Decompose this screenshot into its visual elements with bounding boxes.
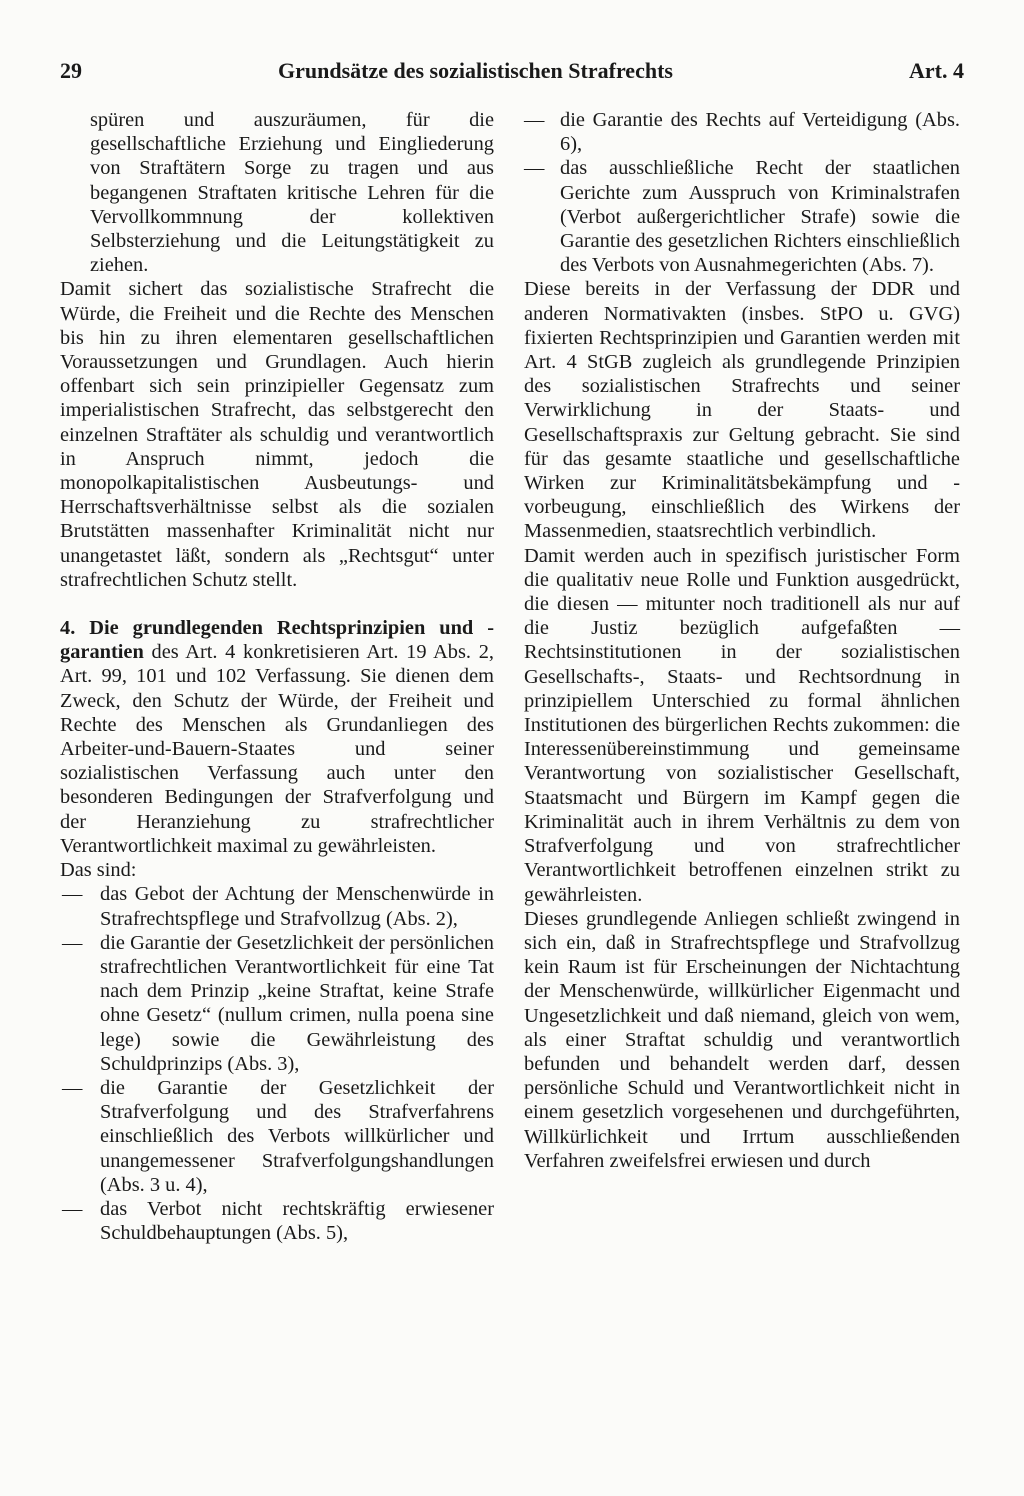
continued-paragraph: spüren und auszuräumen, für die gesellschaftliche Erziehung und Eingliederung von Straftätern Sorge zu tragen und aus begangenen Straftaten kritische Lehren für die Vervollkommnung der kollektiven Selbsterziehung und die Leitungstätigkeit zu ziehen. xyxy=(90,109,494,277)
paragraph: Damit sichert das sozialistische Strafrecht die Würde, die Freiheit und die Rechte des Menschen bis hin zu ihren elementaren gesellschaftlichen Voraussetzungen und Grundlagen. Auch hierin offenbart sich sein prinzipieller Gegensatz zum imperialistischen Strafrecht, das selbstgerecht den einzelnen Straftäter als schuldig und verantwortlich in Anspruch nimmt, jedoch die monopolkapitalistischen Ausbeutungs- und Herrschaftsverhältnisse selbst als die sozialen Brutstätten massenhafter Kriminalität nicht nur unangetastet läßt, sondern als „Rechtsgut“ unter strafrechtlichen Schutz stellt. xyxy=(60,278,494,591)
list-dash: — xyxy=(62,1076,83,1099)
section-heading: 4. Die grundlegenden Rechtsprinzipien und -garantien xyxy=(60,617,494,664)
list-intro: Das sind: xyxy=(60,859,137,882)
left-column xyxy=(60,108,494,1245)
list-dash: — xyxy=(524,157,545,180)
list-dash: — xyxy=(524,109,545,131)
list-item xyxy=(60,931,494,1076)
section-paragraph xyxy=(60,616,494,858)
list-item-text: die Garantie der Gesetzlichkeit der persönlichen strafrechtlichen Verantwortlichkeit für eine Tat nach dem Prinzip „keine Straftat, keine Strafe ohne Gesetz“ (nullum crimen, nulla poena sine lege) sowie die Gewährleistung des Schuldprinzips (Abs. 3), xyxy=(100,931,494,1075)
list-item xyxy=(60,1197,494,1245)
list-dash: — xyxy=(62,1197,83,1220)
list-item-text: das Gebot der Achtung der Menschenwürde in Strafrechtspflege und Strafvollzug (Abs. 2), xyxy=(100,883,494,930)
running-title: Grundsätze des sozialistischen Strafrechts xyxy=(278,58,673,83)
list-item-text: das Verbot nicht rechtskräftig erwiesener Schuldbehauptungen (Abs. 5), xyxy=(100,1197,494,1245)
page-header xyxy=(60,58,964,92)
article-label: Art. 4 xyxy=(909,58,964,83)
list-item-text: die Garantie der Gesetzlichkeit der Strafverfolgung und des Strafverfahrens einschließlich des Verbots willkürlicher und unangemessener Strafverfolgungshandlungen (Abs. 3 u. 4), xyxy=(100,1076,494,1196)
paragraph-gap xyxy=(60,592,494,616)
list-item xyxy=(60,1076,494,1197)
list-dash: — xyxy=(62,883,83,906)
right-column xyxy=(524,108,960,1173)
list-item-text: die Garantie des Rechts auf Verteidigung (Abs. 6), xyxy=(560,109,960,156)
list-item xyxy=(524,108,960,156)
section-text: des Art. 4 konkretisieren Art. 19 Abs. 2, Art. 99, 101 und 102 Verfassung. Sie dienen dem Zweck, den Schutz der Würde, der Freiheit und Rechte des Menschen als Grundanliegen des Arbeiter-und-Bauern-Staates und seiner sozialistischen Verfassung auch unter den besonderen Bedingungen der Strafverfolgung und der Heranziehung zu strafrechtlicher Verantwortlichkeit maximal zu gewährleisten. xyxy=(60,641,494,857)
page-number: 29 xyxy=(60,58,82,83)
list-item xyxy=(524,156,960,277)
paragraph: Dieses grundlegende Anliegen schließt zwingend in sich ein, daß in Strafrechtspflege und Strafvollzug kein Raum ist für Erscheinungen der Nichtachtung der Menschenwürde, willkürlicher Eigenmacht und Ungesetzlichkeit und daß niemand, gleich von wem, als einer Straftat schuldig und verantwortlich befunden und behandelt werden darf, dessen persönliche Schuld und Verantwortlichkeit nicht in einem gesetzlich vorgesehenen und durchgeführten, Willkürlichkeit und Irrtum ausschließenden Verfahren zweifelsfrei erwiesen und durch xyxy=(524,907,960,1172)
paragraph: Damit werden auch in spezifisch juristischer Form die qualitativ neue Rolle und Funktion ausgedrückt, die diesen — mitunter noch traditionell als nur auf die Justiz bezüglich aufgefaßten — Rechtsinstitutionen in der sozialistischen Gesellschafts-, Staats- und Rechtsordnung in prinzipiellem Unterschied zu formal ähnlichen Institutionen des bürgerlichen Rechts zukommen: die Interessenübereinstimmung und gemeinsame Verantwortung von sozialistischer Gesellschaft, Staatsmacht und Bürgern im Kampf gegen die Kriminalität auch in ihrem Verhältnis zu dem von Strafverfolgung und von strafrechtlicher Verantwortlichkeit betroffenen einzelnen strikt zu gewährleisten. xyxy=(524,544,960,906)
paragraph: Diese bereits in der Verfassung der DDR und anderen Normativakten (insbes. StPO u. GVG) fixierten Rechtsprinzipien und Garantien werden mit Art. 4 StGB zugleich als grundlegende Prinzipien des sozialistischen Strafrechts und seiner Verwirklichung in der Staats- und Gesellschaftspraxis zur Geltung gebracht. Sie sind für das gesamte staatliche und gesellschaftliche Wirken zur Kriminalitätsbekämpfung und -vorbeugung, einschließlich des Wirkens der Massenmedien, staatsrechtlich verbindlich. xyxy=(524,278,960,543)
list-item xyxy=(60,882,494,930)
list-dash: — xyxy=(62,931,83,954)
list-item-text: das ausschließliche Recht der staatlichen Gerichte zum Ausspruch von Kriminalstrafen (Verbot außergerichtlicher Strafe) sowie die Garantie des gesetzlichen Richters einschließlich des Verbots von Ausnahmegerichten (Abs. 7). xyxy=(560,157,960,277)
